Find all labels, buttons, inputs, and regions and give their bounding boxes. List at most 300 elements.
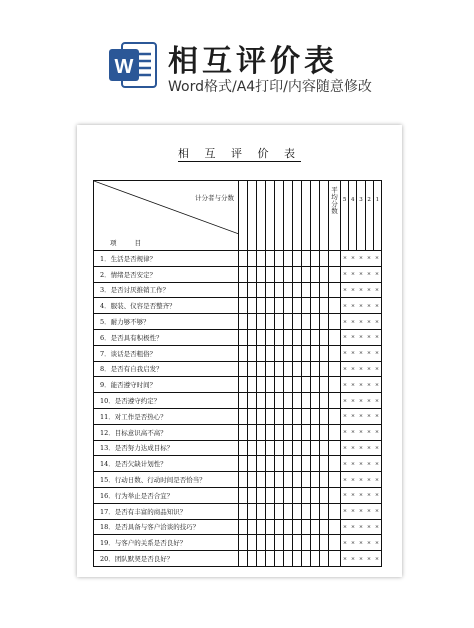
scorer-cell[interactable] (257, 377, 266, 393)
score-mark: × (358, 413, 364, 420)
scorer-cell[interactable] (239, 251, 248, 267)
scorer-column-header (275, 181, 284, 251)
score-mark: × (350, 302, 356, 309)
scorer-cell[interactable] (275, 393, 284, 409)
scorer-cell[interactable] (320, 456, 329, 472)
scorer-cell[interactable] (248, 456, 257, 472)
scorer-cell[interactable] (239, 456, 248, 472)
scorer-cell[interactable] (275, 440, 284, 456)
score-mark: × (350, 350, 356, 357)
score-marks-cell (341, 440, 382, 456)
scorer-cell[interactable] (239, 314, 248, 330)
scorer-cell[interactable] (257, 472, 266, 488)
score-mark: × (374, 476, 380, 483)
scorer-cell[interactable] (266, 456, 275, 472)
scorer-cell[interactable] (302, 456, 311, 472)
scorer-cell[interactable] (284, 251, 293, 267)
scorer-cell[interactable] (311, 472, 320, 488)
item-label: 2．情绪是否安定？ (94, 266, 239, 282)
score-mark: × (366, 302, 372, 309)
scorer-cell[interactable] (293, 251, 302, 267)
average-score-cell[interactable] (329, 440, 341, 456)
scorer-cell[interactable] (302, 393, 311, 409)
scorer-cell[interactable] (257, 456, 266, 472)
score-mark: × (358, 492, 364, 499)
item-label: 12．目标意识高不高？ (94, 424, 239, 440)
average-score-cell[interactable] (329, 487, 341, 503)
scorer-cell[interactable] (284, 329, 293, 345)
score-mark: × (374, 492, 380, 499)
scorer-cell[interactable] (248, 424, 257, 440)
item-header-label: 项 目 (110, 239, 150, 247)
scorer-cell[interactable] (293, 393, 302, 409)
scorer-cell[interactable] (257, 282, 266, 298)
scorer-cell[interactable] (266, 551, 275, 567)
scorer-cell[interactable] (311, 393, 320, 409)
scorer-cell[interactable] (302, 472, 311, 488)
scorer-cell[interactable] (257, 298, 266, 314)
scorer-cell[interactable] (266, 361, 275, 377)
average-score-cell[interactable] (329, 345, 341, 361)
scorer-cell[interactable] (275, 377, 284, 393)
average-score-cell[interactable] (329, 424, 341, 440)
scorer-cell[interactable] (266, 472, 275, 488)
scorer-cell[interactable] (293, 345, 302, 361)
scorer-cell[interactable] (248, 408, 257, 424)
average-score-cell[interactable] (329, 408, 341, 424)
scorer-cell[interactable] (257, 251, 266, 267)
scorer-cell[interactable] (248, 551, 257, 567)
score-mark: × (358, 365, 364, 372)
scorer-cell[interactable] (320, 535, 329, 551)
scorer-cell[interactable] (248, 251, 257, 267)
scorer-cell[interactable] (293, 361, 302, 377)
scorer-cell[interactable] (275, 551, 284, 567)
score-marks-cell (341, 377, 382, 393)
scorer-cell[interactable] (266, 503, 275, 519)
scorer-cell[interactable] (266, 251, 275, 267)
scorer-cell[interactable] (293, 266, 302, 282)
score-mark: × (350, 539, 356, 546)
average-score-cell[interactable] (329, 377, 341, 393)
scorer-cell[interactable] (302, 314, 311, 330)
scorer-cell[interactable] (275, 361, 284, 377)
scorer-cell[interactable] (293, 535, 302, 551)
score-mark: × (358, 255, 364, 262)
average-score-cell[interactable] (329, 472, 341, 488)
average-score-cell[interactable] (329, 519, 341, 535)
scorer-cell[interactable] (284, 551, 293, 567)
item-label: 18．是否具备与客户洽谈的技巧？ (94, 519, 239, 535)
scorer-cell[interactable] (257, 329, 266, 345)
scorer-cell[interactable] (311, 519, 320, 535)
scorer-cell[interactable] (266, 408, 275, 424)
scorer-cell[interactable] (293, 408, 302, 424)
score-mark: × (366, 476, 372, 483)
scorer-cell[interactable] (284, 535, 293, 551)
scorer-cell[interactable] (302, 551, 311, 567)
table-row (94, 393, 382, 409)
scorer-cell[interactable] (311, 314, 320, 330)
diagonal-line (94, 181, 239, 234)
average-score-cell[interactable] (329, 282, 341, 298)
table-row (94, 329, 382, 345)
scorer-cell[interactable] (257, 266, 266, 282)
scorer-cell[interactable] (275, 456, 284, 472)
score-mark: × (358, 429, 364, 436)
score-mark: × (358, 460, 364, 467)
scorer-cell[interactable] (284, 519, 293, 535)
scorer-cell[interactable] (257, 361, 266, 377)
scorer-cell[interactable] (311, 266, 320, 282)
scorer-cell[interactable] (293, 440, 302, 456)
score-mark: × (366, 492, 372, 499)
average-score-cell[interactable] (329, 456, 341, 472)
scorer-column-header (284, 181, 293, 251)
scorer-cell[interactable] (311, 329, 320, 345)
scorer-cell[interactable] (275, 472, 284, 488)
scorer-cell[interactable] (284, 440, 293, 456)
scorer-cell[interactable] (311, 282, 320, 298)
scorer-cell[interactable] (302, 282, 311, 298)
scorer-cell[interactable] (293, 377, 302, 393)
scorer-cell[interactable] (239, 298, 248, 314)
score-mark: × (366, 318, 372, 325)
score-mark: × (374, 539, 380, 546)
average-score-cell[interactable] (329, 503, 341, 519)
scorer-cell[interactable] (311, 440, 320, 456)
score-mark: × (342, 492, 348, 499)
scorer-cell[interactable] (257, 551, 266, 567)
scorer-cell[interactable] (239, 377, 248, 393)
scorer-cell[interactable] (311, 298, 320, 314)
scorer-cell[interactable] (239, 361, 248, 377)
table-row (94, 345, 382, 361)
scorer-cell[interactable] (320, 266, 329, 282)
scorer-cell[interactable] (275, 251, 284, 267)
score-mark: × (342, 271, 348, 278)
scorer-cell[interactable] (248, 329, 257, 345)
scorer-cell[interactable] (239, 424, 248, 440)
scorer-cell[interactable] (266, 377, 275, 393)
scorer-cell[interactable] (293, 472, 302, 488)
score-header: 1 (373, 181, 381, 251)
scorer-cell[interactable] (257, 408, 266, 424)
score-marks-cell (341, 503, 382, 519)
scorer-cell[interactable] (266, 314, 275, 330)
diagonal-header-cell (94, 181, 239, 251)
score-marks-cell (341, 487, 382, 503)
scorer-cell[interactable] (248, 440, 257, 456)
scorer-cell[interactable] (320, 503, 329, 519)
scorer-cell[interactable] (320, 408, 329, 424)
scorer-cell[interactable] (293, 456, 302, 472)
score-mark: × (374, 444, 380, 451)
scorer-cell[interactable] (239, 282, 248, 298)
scorer-cell[interactable] (239, 487, 248, 503)
score-marks-cell (341, 535, 382, 551)
scorer-cell[interactable] (248, 314, 257, 330)
scorer-cell[interactable] (302, 519, 311, 535)
scorer-cell[interactable] (275, 329, 284, 345)
average-score-cell[interactable] (329, 551, 341, 567)
scorer-cell[interactable] (248, 393, 257, 409)
scorer-column-header (302, 181, 311, 251)
app-title: 相互评价表 (168, 44, 338, 79)
scorer-cell[interactable] (266, 487, 275, 503)
score-mark: × (350, 286, 356, 293)
score-mark: × (350, 460, 356, 467)
scorer-cell[interactable] (293, 298, 302, 314)
scorer-cell[interactable] (248, 298, 257, 314)
scorer-cell[interactable] (266, 266, 275, 282)
scorer-cell[interactable] (239, 503, 248, 519)
scorer-cell[interactable] (302, 487, 311, 503)
score-mark: × (366, 255, 372, 262)
scorer-cell[interactable] (275, 282, 284, 298)
scorer-cell[interactable] (248, 519, 257, 535)
scorer-cell[interactable] (275, 408, 284, 424)
scorer-cell[interactable] (257, 503, 266, 519)
item-label: 1．生活是否规律？ (94, 251, 239, 267)
scorer-cell[interactable] (248, 377, 257, 393)
item-label: 17．是否有丰富的商品知识？ (94, 503, 239, 519)
scorer-cell[interactable] (284, 503, 293, 519)
score-mark: × (366, 460, 372, 467)
scorer-cell[interactable] (302, 503, 311, 519)
scorer-cell[interactable] (257, 345, 266, 361)
scorer-cell[interactable] (311, 535, 320, 551)
score-mark: × (374, 460, 380, 467)
average-score-cell[interactable] (329, 361, 341, 377)
scorer-cell[interactable] (320, 251, 329, 267)
scorer-cell[interactable] (293, 329, 302, 345)
item-label: 15．行动日数、行动时间是否恰当？ (94, 472, 239, 488)
score-mark: × (342, 350, 348, 357)
table-row (94, 298, 382, 314)
scorer-cell[interactable] (284, 282, 293, 298)
scorer-cell[interactable] (320, 393, 329, 409)
scorer-cell[interactable] (239, 266, 248, 282)
scorer-cell[interactable] (257, 519, 266, 535)
score-marks-cell (341, 266, 382, 282)
average-score-cell[interactable] (329, 329, 341, 345)
score-marks-cell (341, 361, 382, 377)
scorer-cell[interactable] (320, 487, 329, 503)
scorer-cell[interactable] (320, 472, 329, 488)
scorer-cell[interactable] (275, 266, 284, 282)
average-score-cell[interactable] (329, 314, 341, 330)
scorer-column-header (248, 181, 257, 251)
scorer-cell[interactable] (311, 251, 320, 267)
scorer-cell[interactable] (266, 535, 275, 551)
scorer-cell[interactable] (284, 345, 293, 361)
scorer-cell[interactable] (248, 472, 257, 488)
scorer-cell[interactable] (302, 298, 311, 314)
scorer-cell[interactable] (284, 314, 293, 330)
average-score-cell[interactable] (329, 298, 341, 314)
scorer-cell[interactable] (275, 535, 284, 551)
scorer-cell[interactable] (257, 314, 266, 330)
scorer-cell[interactable] (275, 503, 284, 519)
scorer-cell[interactable] (284, 361, 293, 377)
scorer-cell[interactable] (311, 487, 320, 503)
item-label: 19．与客户的关系是否良好？ (94, 535, 239, 551)
average-score-cell[interactable] (329, 251, 341, 267)
scorer-cell[interactable] (257, 487, 266, 503)
score-mark: × (350, 365, 356, 372)
scorer-cell[interactable] (266, 345, 275, 361)
scorer-cell[interactable] (248, 282, 257, 298)
scorer-cell[interactable] (302, 345, 311, 361)
scorer-cell[interactable] (266, 298, 275, 314)
score-mark: × (366, 555, 372, 562)
scorer-cell[interactable] (257, 440, 266, 456)
scorer-cell[interactable] (257, 424, 266, 440)
average-score-cell[interactable] (329, 535, 341, 551)
scorer-cell[interactable] (284, 393, 293, 409)
scorer-cell[interactable] (275, 314, 284, 330)
scorer-cell[interactable] (266, 393, 275, 409)
scorer-column-header (239, 181, 248, 251)
scorer-cell[interactable] (248, 345, 257, 361)
scorer-cell[interactable] (239, 345, 248, 361)
scorer-cell[interactable] (320, 519, 329, 535)
scorer-cell[interactable] (284, 298, 293, 314)
scorer-cell[interactable] (320, 282, 329, 298)
scorer-cell[interactable] (239, 472, 248, 488)
scorer-cell[interactable] (257, 535, 266, 551)
scorer-cell[interactable] (239, 551, 248, 567)
scorer-cell[interactable] (302, 440, 311, 456)
scorer-cell[interactable] (311, 361, 320, 377)
scorer-cell[interactable] (239, 440, 248, 456)
scorer-cell[interactable] (239, 393, 248, 409)
table-row (94, 361, 382, 377)
scorer-cell[interactable] (275, 487, 284, 503)
scorer-cell[interactable] (239, 519, 248, 535)
scorer-cell[interactable] (311, 424, 320, 440)
average-score-cell[interactable] (329, 266, 341, 282)
scorer-cell[interactable] (239, 535, 248, 551)
scorer-cell[interactable] (284, 408, 293, 424)
score-mark: × (374, 523, 380, 530)
score-mark: × (374, 413, 380, 420)
scorer-cell[interactable] (293, 424, 302, 440)
score-mark: × (342, 334, 348, 341)
scorer-cell[interactable] (257, 393, 266, 409)
score-mark: × (366, 350, 372, 357)
scorer-cell[interactable] (248, 266, 257, 282)
scorer-column-header (320, 181, 329, 251)
scorer-cell[interactable] (302, 329, 311, 345)
score-mark: × (366, 271, 372, 278)
scorer-cell[interactable] (320, 377, 329, 393)
scorer-cell[interactable] (248, 361, 257, 377)
score-mark: × (350, 397, 356, 404)
scorer-cell[interactable] (302, 361, 311, 377)
scorer-cell[interactable] (293, 487, 302, 503)
scorer-cell[interactable] (284, 266, 293, 282)
scorer-cell[interactable] (293, 282, 302, 298)
scorer-cell[interactable] (284, 487, 293, 503)
scorer-cell[interactable] (284, 424, 293, 440)
scorer-cell[interactable] (293, 519, 302, 535)
word-doc-icon (108, 40, 158, 90)
table-row (94, 314, 382, 330)
score-mark: × (374, 318, 380, 325)
score-mark: × (350, 555, 356, 562)
score-mark: × (366, 429, 372, 436)
table-row (94, 424, 382, 440)
scorer-cell[interactable] (248, 487, 257, 503)
scorer-cell[interactable] (266, 519, 275, 535)
scorer-cell[interactable] (275, 345, 284, 361)
table-row (94, 519, 382, 535)
scorer-cell[interactable] (311, 503, 320, 519)
scorer-cell[interactable] (293, 503, 302, 519)
scorer-cell[interactable] (302, 266, 311, 282)
scorer-cell[interactable] (311, 377, 320, 393)
score-mark: × (342, 539, 348, 546)
scorer-cell[interactable] (266, 424, 275, 440)
scorer-cell[interactable] (320, 314, 329, 330)
score-header: 5 (341, 181, 349, 251)
scorer-cell[interactable] (248, 535, 257, 551)
scorer-cell[interactable] (320, 329, 329, 345)
scorer-cell[interactable] (320, 345, 329, 361)
score-mark: × (358, 397, 364, 404)
scorer-cell[interactable] (311, 456, 320, 472)
scorer-cell[interactable] (284, 456, 293, 472)
score-marks-cell (341, 551, 382, 567)
scorer-cell[interactable] (293, 314, 302, 330)
score-marks-cell (341, 329, 382, 345)
scorer-cell[interactable] (284, 472, 293, 488)
scorer-cell[interactable] (284, 377, 293, 393)
scorer-cell[interactable] (302, 251, 311, 267)
scorer-cell[interactable] (302, 535, 311, 551)
scorer-cell[interactable] (320, 361, 329, 377)
scorer-cell[interactable] (320, 551, 329, 567)
scorer-cell[interactable] (302, 408, 311, 424)
scorer-cell[interactable] (320, 298, 329, 314)
scorer-cell[interactable] (266, 282, 275, 298)
score-mark: × (366, 365, 372, 372)
scorer-cell[interactable] (275, 519, 284, 535)
scorer-cell[interactable] (275, 424, 284, 440)
scorer-cell[interactable] (266, 440, 275, 456)
scorer-cell[interactable] (311, 408, 320, 424)
score-mark: × (342, 397, 348, 404)
item-label: 6．是否具有积极性？ (94, 329, 239, 345)
score-mark: × (366, 286, 372, 293)
scorer-cell[interactable] (239, 408, 248, 424)
scorer-cell[interactable] (302, 424, 311, 440)
scorer-cell[interactable] (266, 329, 275, 345)
scorer-cell[interactable] (275, 298, 284, 314)
scorer-cell[interactable] (320, 440, 329, 456)
score-mark: × (342, 460, 348, 467)
scorer-cell[interactable] (239, 329, 248, 345)
average-score-cell[interactable] (329, 393, 341, 409)
scorer-cell[interactable] (293, 551, 302, 567)
scorer-cell[interactable] (311, 345, 320, 361)
scorer-cell[interactable] (320, 424, 329, 440)
scorer-cell[interactable] (248, 503, 257, 519)
scorer-cell[interactable] (302, 377, 311, 393)
scorer-cell[interactable] (311, 551, 320, 567)
